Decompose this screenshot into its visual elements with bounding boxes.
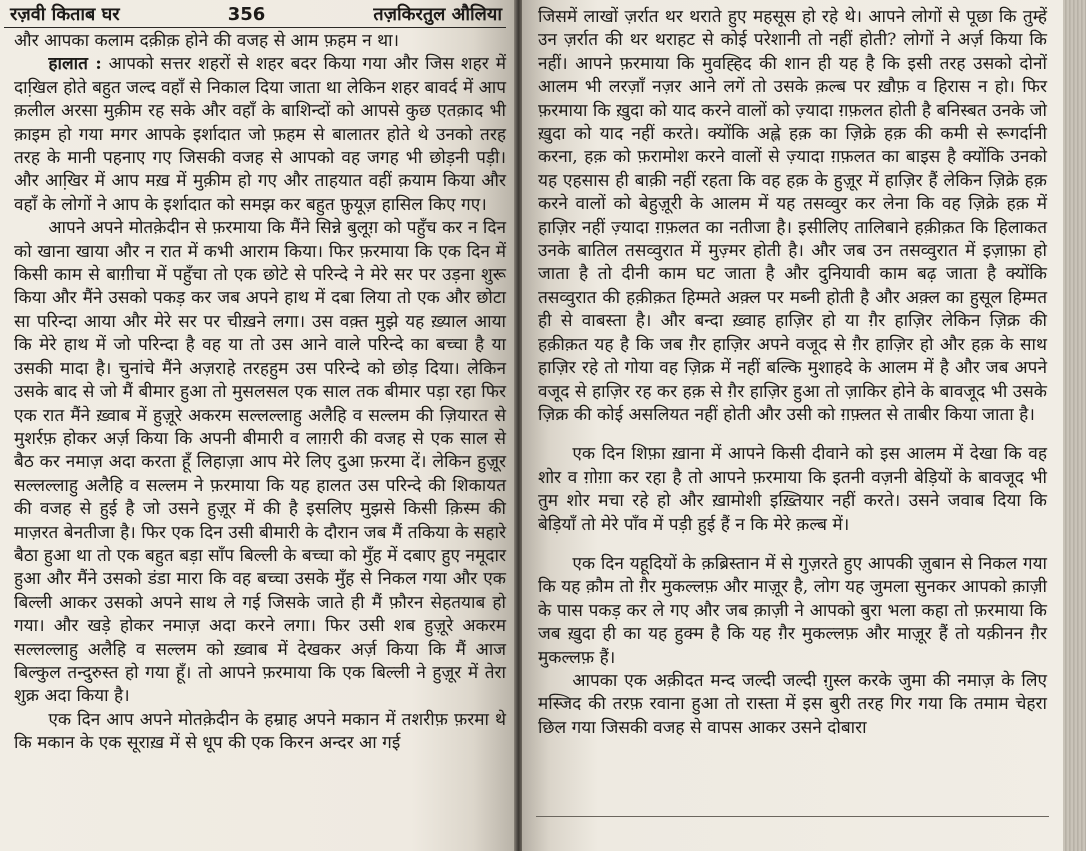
- paragraph: आपका एक अक़ीदत मन्द जल्दी जल्दी ग़ुस्ल करके जुमा की नमाज़ के लिए मस्जिद की तरफ़ रवाना हुआ तो रास्ता में इस बुरी तरह गिर गया कि तमाम चेहरा छिल गया जिसकी वजह से वापस आकर उसने दोबारा: [538, 670, 1047, 738]
- paragraph: आपने अपने मोतक़ेदीन से फ़रमाया कि मैंने सिन्ने बुलूग़ को पहुँच कर न दिन को खाना खाया और न रात में कभी आराम किया। फिर फ़रमाया कि एक दिन में किसी काम से बाग़ीचा में पहुँचा तो एक छोटे से परिन्दे ने मेरे सर पर उड़ना शुरू किया और मैंने उसको पकड़ कर जब अपने हाथ में दबा लिया तो एक और छोटा सा परिन्दा आया और मेरे सर पर चीख़ने लगा। उस वक़्त मुझे यह ख़्याल आया कि मेरे हाथ में जो परिन्दा है वह या तो उस आने वाले परिन्दे का बच्चा है या उसकी मादा है। चुनांचे मैंने अज़राहे तरहहुम उस परिन्दे को छोड़ दिया। लेकिन उसके बाद से जो मैं बीमार हुआ तो मुसलसल एक साल तक बीमार पड़ा रहा फिर एक रात मैंने ख़्वाब में हुज़ूरे अकरम सल्लल्लाहु अलैहि व सल्लम की ज़ियारत से मुशर्रफ़ होकर अर्ज़ किया कि अपनी बीमारी व लाग़री की वजह से एक साल से बैठ कर नमाज़ अदा करता हूँ लिहाज़ा आप मेरे लिए दुआ फ़रमा दें। लेकिन हुज़ूर सल्लल्लाहु अलैहि व सल्लम ने फ़रमाया कि यह हालत उस परिन्दे की शिकायत की वजह से हुई है जो उसने हुज़ूर में की है इसलिए मुझसे किसी क़िस्म की माज़रत बेनतीजा है। फिर एक दिन उसी बीमारी के दौरान जब मैं तकिया के सहारे बैठा हुआ था तो एक बहुत बड़ा साँप बिल्ली के बच्चा को मुँह में दबाए हुए नमूदार हुआ और मैंने उसको डंडा मारा कि वह बच्चा उसके मुँह से निकल गया और एक बिल्ली आकर उसको अपने साथ ले गई जिसके जाते ही मैं फ़ौरन सेहतयाब हो गया। और खड़े होकर नमाज़ अदा करने लगा। फिर उसी शब हुज़ूरे अकरम सल्लल्लाहु अलैहि व सल्लम को ख़्वाब में देखकर अर्ज़ किया कि मैं आज बिल्कुल तन्दुरुस्त हो गया हूँ। तो आपने फ़रमाया कि एक बिल्ली ने हुज़ूर में तेरा शुक्र अदा किया है।: [14, 218, 506, 707]
- paragraph: और आपका कलाम दक़ीक़ होने की वजह से आम फ़हम न था।: [14, 31, 400, 51]
- book-title: तज़किरतुल औलिया: [373, 4, 502, 25]
- paragraph: हालात : आपको सत्तर शहरों से शहर बदर किया गया और जिस शहर में दाखि़ल होते बहुत जल्द वहाँ से निकाल दिया जाता था लेकिन शहर बावर्द में आप क़लील अरसा मुक़ीम रह सके और वहाँ के बाशिन्दों को आपसे कुछ एतक़ाद भी क़ाइम हो गया मगर आपके इर्शादात जो फ़हम से बालातर होते थे उनको तरह तरह के मानी पहनाए गए जिसकी वजह से आपको वह जगह भी छोड़नी पड़ी। और आखि़र में आप मख़ में मुक़ीम हो गए और ताहयात वहीं क़याम किया और वहाँ के लोगों ने आप के इर्शादात को समझ कर बहुत फ़ुयूज़ हासिल किए गए।: [14, 54, 506, 215]
- publisher-name: रज़वी किताब घर: [10, 4, 120, 25]
- left-page: [0, 0, 514, 851]
- paragraph: एक दिन यहूदियों के क़ब्रिस्तान में से गुज़रते हुए आपकी ज़ुबान से निकल गया कि यह क़ौम तो ग़ैर मुकल्लफ़ और माज़ूर है, लोग यह जुमला सुनकर आपको क़ाज़ी के पास पकड़ कर ले गए और जब क़ाज़ी ने आपको बुरा भला कहा तो फ़रमाया कि जब ख़ुदा ही का यह हुक्म है कि यह ग़ैर मुकल्लफ़ और माज़ूर हैं तो यक़ीनन ग़ैर मुकल्लफ़ हैं।: [538, 553, 1047, 668]
- paragraph: जिसमें लाखों ज़र्रात थर थराते हुए महसूस हो रहे थे। आपने लोगों से पूछा कि तुम्हें उन ज़र्रात की थर थराहट से कोई परेशानी तो नहीं होती? लोगों ने अर्ज़ किया कि नहीं। आपने फ़रमाया कि मुवह्हिद की शान ही यह है कि इसी तरह उसको दोनों आलम भी लरज़ाँ नज़र आने लगें तो उसके क़ल्ब पर ख़ौफ़ व हिरास न हो। फिर फ़रमाया कि ख़ुदा को याद करने वालों को ज़्यादा ग़फ़लत होती है बनिस्बत उनके जो ख़ुदा को याद नहीं करते। क्योंकि अह्ले हक़ का ज़िक्रे हक़ की कमी से रूगर्दानी करना, हक़ को फ़रामोश करने वालों से ज़्यादा ग़फ़लत का बाइस है क्योंकि उनको यह एहसास ही बाक़ी नहीं रहता कि वह हक़ के हुज़ूर में हाज़िर हैं लेकिन ज़िक्रे हक़ करने वालों को बेहुज़ूरी के आलम में यह तसव्वुर कर लेना कि वह ज़िक्रे हक़ में हाज़िर नहीं ज़्यादा ग़फ़लत का नतीजा है। इसीलिए तालिबाने हक़ीक़त कि हिलाकत उनके बातिल तसव्वुरात में मुज़्मर होती है। और जब उन तसव्वुरात में इज़ाफ़ा हो जाता है तो दीनी काम घट जाता है और दुनियावी काम बढ़ जाता है क्योंकि तसव्वुरात की हक़ीक़त हिम्मते अक़्ल पर मब्नी होती है और अक़्ल का हुसूल हिम्मत ही से वाबस्ता है। और बन्दा ख़्वाह हाज़िर हो या ग़ैर हाज़िर लेकिन ज़िक्र की हक़ीक़त यह है कि जब ग़ैर हाज़िर अपने वजूद से ग़ैर हाज़िर हो और हक़ के साथ हाज़िर रहे तो गोया वह ज़िक्र में नहीं बल्कि मुशाहदे के आलम में है और जब अपने वजूद से हाज़िर रह कर हक़ से ग़ैर हाज़िर हुआ तो ज़ाकिर होने के बावजूद भी उसके ज़िक्र की कोई असलियत नहीं होती और उसी को ग़फ़्लत से ताबीर किया जाता है।: [538, 7, 1047, 425]
- paragraph: एक दिन आप अपने मोतक़ेदीन के हम्राह अपने मकान में तशरीफ़ फ़रमा थे कि मकान के एक सूराख़ में से धूप की एक किरन अन्दर आ गई: [14, 709, 506, 754]
- left-page-text: [4, 28, 506, 756]
- paragraph: एक दिन शिफ़ा ख़ाना में आपने किसी दीवाने को इस आलम में देखा कि वह शोर व ग़ोग़ा कर रहा है तो आपने फ़रमाया कि इतनी वज़नी बेड़ियों के बावजूद भी तुम शोर मचा रहे हो और ख़ामोशी इख़्तियार नहीं करते। उसने जवाब दिया कि बेड़ियाँ तो मेरे पाँव में पड़ी हुई हैं न कि मेरे क़ल्ब में।: [538, 444, 1047, 535]
- section-label: हालात :: [48, 54, 102, 75]
- running-head: [4, 4, 506, 28]
- page-number: 356: [227, 4, 266, 25]
- right-page: [522, 0, 1063, 851]
- page-stack-edge: [1063, 0, 1086, 851]
- bottom-rule: [536, 816, 1049, 817]
- right-page-text: [538, 6, 1047, 740]
- book-gutter: [514, 0, 522, 851]
